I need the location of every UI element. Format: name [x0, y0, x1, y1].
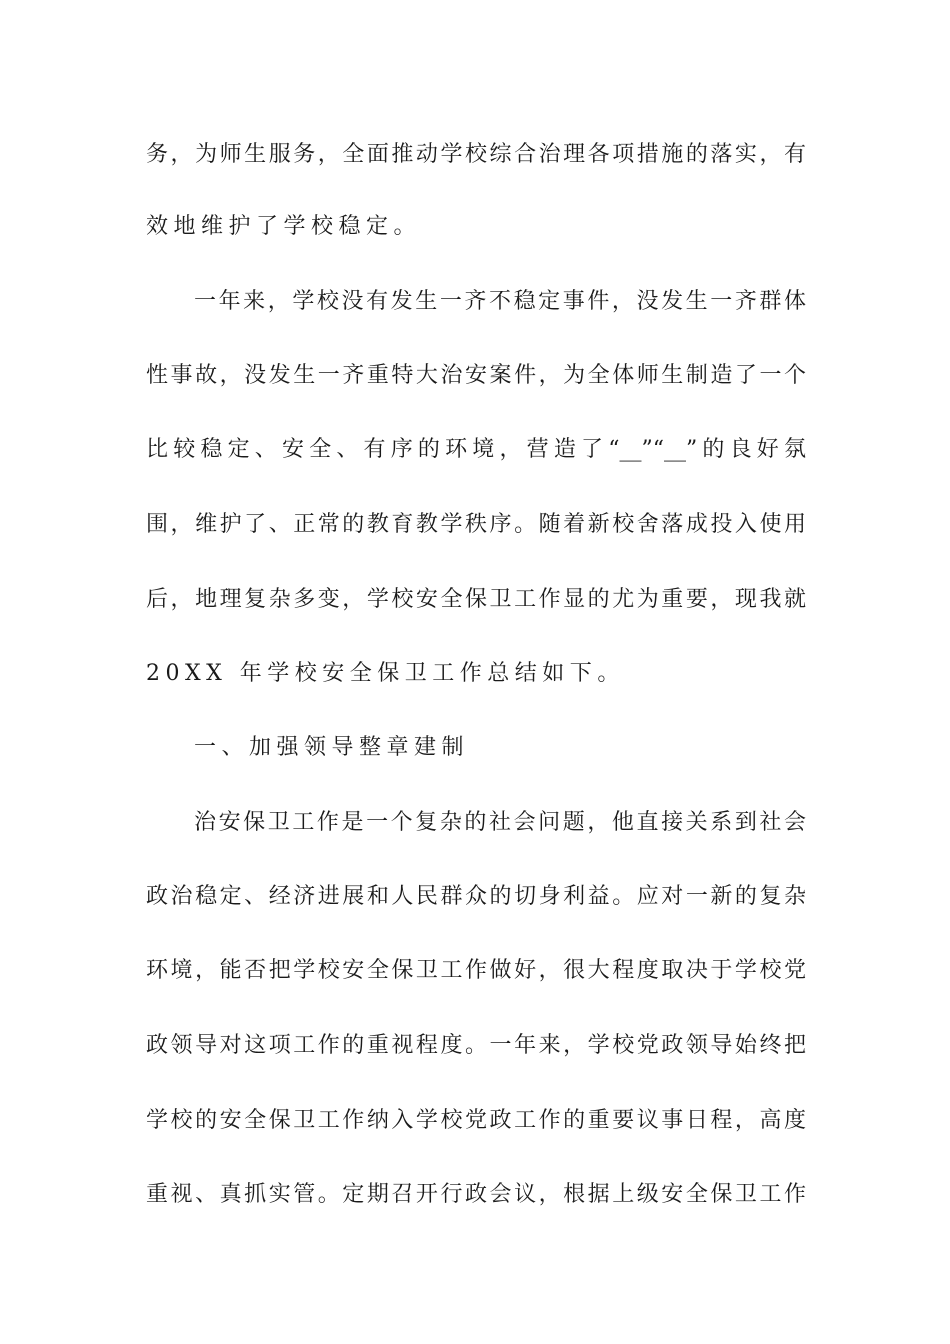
paragraph-line: 性事故，没发生一齐重特大治安案件，为全体师生制造了一个: [146, 363, 806, 388]
paragraph-line: 围，维护了、正常的教育教学秩序。随着新校舍落成投入使用: [146, 512, 806, 537]
paragraph-line: 20XX 年学校安全保卫工作总结如下。: [146, 661, 625, 686]
section-heading: 一、加强领导整章建制: [194, 735, 470, 760]
paragraph-line: 治安保卫工作是一个复杂的社会问题，他直接关系到社会: [194, 810, 806, 835]
paragraph-line: 一年来，学校没有发生一齐不稳定事件，没发生一齐群体: [194, 289, 806, 314]
paragraph-line: 学校的安全保卫工作纳入学校党政工作的重要议事日程，高度: [146, 1108, 806, 1133]
paragraph-line: 比较稳定、安全、有序的环境，营造了“__”“__”的良好氛: [146, 437, 806, 462]
paragraph-line: 政领导对这项工作的重视程度。一年来，学校党政领导始终把: [146, 1033, 806, 1058]
paragraph-line: 效地维护了学校稳定。: [146, 214, 422, 239]
paragraph-line: 政治稳定、经济进展和人民群众的切身利益。应对一新的复杂: [146, 884, 806, 909]
paragraph-line: 务，为师生服务，全面推动学校综合治理各项措施的落实，有: [146, 142, 806, 167]
paragraph-line: 后，地理复杂多变，学校安全保卫工作显的尤为重要，现我就: [146, 587, 806, 612]
paragraph-line: 重视、真抓实管。定期召开行政会议，根据上级安全保卫工作: [146, 1182, 806, 1207]
paragraph-line: 环境，能否把学校安全保卫工作做好，很大程度取决于学校党: [146, 958, 806, 983]
